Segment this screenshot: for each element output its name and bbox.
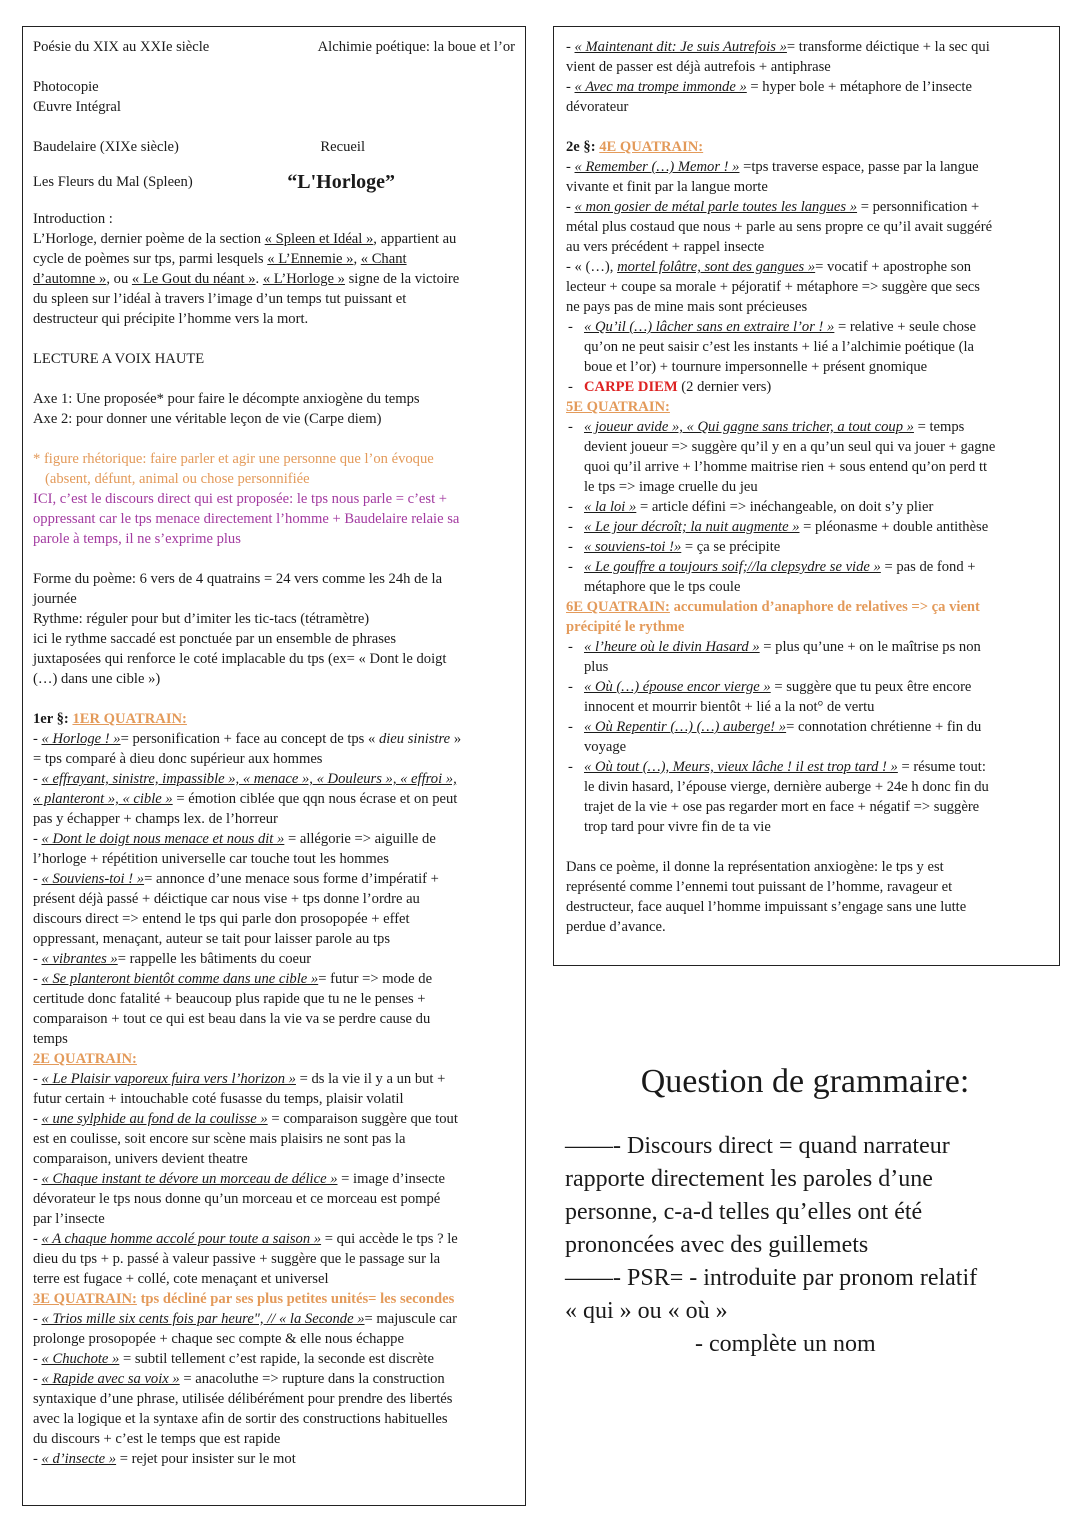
analysis-line: du discours + c’est le temps que est rapide: [33, 1431, 281, 1447]
quatrain-heading: 2E QUATRAIN:: [33, 1051, 137, 1067]
intro-line: du spleen sur l’idéal à travers l’image d’un temps tut puissant et: [33, 291, 407, 307]
grammar-section: [565, 1060, 1045, 1361]
list-item: - « Où Repentir (…) (…) auberge! »= connotation chrétienne + fin du voyage: [566, 717, 1049, 757]
header-row-3: [33, 169, 515, 195]
bullet-list: [566, 637, 1049, 837]
analysis-line: futur certain + intouchable coté fusasse du temps, plaisir volatil: [33, 1091, 404, 1107]
quatrain-6-section: [566, 597, 1049, 837]
intro-label: Introduction :: [33, 211, 113, 227]
analysis-line: « planteront », « cible » = émotion ciblée que qqn nous écrase et on peut: [33, 791, 458, 807]
conclusion-line: perdue d’avance.: [566, 919, 666, 935]
note-line: oppressant car le tps menace directement l’homme + Baudelaire relaie sa: [33, 511, 460, 527]
analysis-line: syntaxique d’une phrase, utilisée délibérément pour prendre des libertés: [33, 1391, 453, 1407]
header-row-1: [33, 37, 515, 57]
analysis-line: lecteur + coupe sa morale + péjoratif + métaphore => suggère que secs: [566, 279, 980, 295]
quatrain-heading: 6E QUATRAIN: accumulation d’anaphore de relatives => ça vient: [566, 599, 980, 615]
grammar-line: ——- Discours direct = quand narrateur: [565, 1133, 950, 1159]
quatrain-1-section: [33, 709, 515, 1049]
note-line: (absent, défunt, animal ou chose personnifiée: [45, 471, 310, 487]
analysis-line: dieu du tps + p. passé à valeur passive + suggère que le passage sur la: [33, 1251, 441, 1267]
quatrain-4-section: [566, 137, 1049, 397]
list-item: - « la loi » = article défini => inéchangeable, on doit s’y plier: [566, 497, 1049, 517]
conclusion: [566, 857, 1049, 937]
conclusion-line: Dans ce poème, il donne la représentation anxiogène: le tps y est: [566, 859, 944, 875]
list-item: - « Qu’il (…) lâcher sans en extraire l’or ! » = relative + seule chose qu’on ne peut saisir c’est les instants + lié a l’alchimie poétique (la boue et l’or) + tournure impersonnelle + présent gnomique: [566, 317, 1049, 377]
list-item: - « Où tout (…), Meurs, vieux lâche ! il est trop tard ! » = résume tout: le divin hasard, l’épouse vierge, dernière auberge + 24e h donc fin du trajet de la vie + ose pas regarder mort en face + négatif => suggère trop tard pour vivre fin de ta vie: [566, 757, 1049, 837]
quatrain-heading: 5E QUATRAIN:: [566, 399, 670, 415]
grammar-line: « qui » ou « où »: [565, 1298, 728, 1324]
analysis-line: prolonge prosopopée + chaque sec compte & elle nous échappe: [33, 1331, 404, 1347]
list-item: - « Le jour décroît; la nuit augmente » = pléonasme + double antithèse: [566, 517, 1049, 537]
axe-1: Axe 1: Une proposée* pour faire le décompte anxiogène du temps: [33, 391, 420, 407]
intro-line: cycle de poèmes sur tps, parmi lesquels « L’Ennemie », « Chant: [33, 251, 407, 267]
axe-2: Axe 2: pour donner une véritable leçon de vie (Carpe diem): [33, 411, 382, 427]
rythme-line: juxtaposées qui renforce le coté implacable du tps (ex= « Dont le doigt: [33, 651, 447, 667]
analysis-line: - « Se planteront bientôt comme dans une cible »= futur => mode de: [33, 971, 433, 987]
analysis-line: vivante et finit par la langue morte: [566, 179, 768, 195]
analysis-line: - « mon gosier de métal parle toutes les langues » = personnification +: [566, 199, 980, 215]
quatrain-heading: 3E QUATRAIN: tps décliné par ses plus petites unités= les secondes: [33, 1291, 455, 1307]
analysis-line: discours direct => entend le tps qui parle don prosopopée + effet: [33, 911, 410, 927]
analysis-line: avec la logique et la syntaxe afin de sortir des constructions habituelles: [33, 1411, 448, 1427]
grammar-line: prononcées avec des guillemets: [565, 1232, 869, 1258]
analysis-line: - « (…), mortel folâtre, sont des gangues »= vocatif + apostrophe son: [566, 259, 972, 275]
analysis-line: - « d’insecte » = rejet pour insister sur le mot: [33, 1451, 296, 1467]
list-item: - « souviens-toi !» = ça se précipite: [566, 537, 1049, 557]
rythme-line: ici le rythme saccadé est ponctuée par un ensemble de phrases: [33, 631, 397, 647]
right-notes-panel: [553, 26, 1060, 966]
rythme-line: Rythme: réguler pour but d’imiter les tic-tacs (tétramètre): [33, 611, 370, 627]
list-item: - CARPE DIEM (2 dernier vers): [566, 377, 1049, 397]
analysis-line: ne pays pas de mine mais sont précieuses: [566, 299, 808, 315]
intro-line: L’Horloge, dernier poème de la section « Spleen et Idéal », appartient au: [33, 231, 457, 247]
note-line: ICI, c’est le discours direct qui est proposée: le tps nous parle = c’est +: [33, 491, 448, 507]
analysis-line: - « Trios mille six cents fois par heure", // « la Seconde »= majuscule car: [33, 1311, 458, 1327]
intro-line: d’automne », ou « Le Gout du néant ». « L’Horloge » signe de la victoire: [33, 271, 460, 287]
analysis-line: métal plus costaud que nous + parle au sens propre ce qu’il avait suggéré: [566, 219, 993, 235]
quatrain-heading-continued: précipité le rythme: [566, 619, 685, 635]
quatrain-5-section: [566, 397, 1049, 597]
header-row-2: [33, 137, 515, 157]
analysis-line: vient de passer est déjà autrefois + antiphrase: [566, 59, 831, 75]
analysis-line: - « Chuchote » = subtil tellement c’est rapide, la seconde est discrète: [33, 1351, 434, 1367]
grammar-line: - complète un nom: [695, 1331, 876, 1357]
quatrain-3-section: [33, 1289, 515, 1469]
left-notes-panel: [22, 26, 526, 1506]
analysis-line: dévorateur: [566, 99, 629, 115]
lecture-label: LECTURE A VOIX HAUTE: [33, 351, 205, 367]
analysis-line: est en coulisse, soit encore sur scène mais plaisirs ne sont pas la: [33, 1131, 406, 1147]
analysis-line: - « A chaque homme accolé pour toute a saison » = qui accède le tps ? le: [33, 1231, 458, 1247]
quatrain-2-section: [33, 1049, 515, 1289]
analysis-line: - « Souviens-toi ! »= annonce d’une menace sous forme d’impératif +: [33, 871, 439, 887]
analysis-line: dévorateur le tps nous donne qu’un morceau et ce morceau est pompé: [33, 1191, 441, 1207]
analysis-line: - « Remember (…) Memor ! » =tps traverse espace, passe par la langue: [566, 159, 979, 175]
bullet-list: [566, 317, 1049, 397]
analysis-line: - « Rapide avec sa voix » = anacoluthe => rupture dans la construction: [33, 1371, 445, 1387]
poem-title: “L'Horloge”: [287, 170, 395, 193]
grammar-title: Question de grammaire:: [640, 1063, 970, 1100]
analysis-line: - « Horloge ! »= personification + face au concept de tps « dieu sinistre »: [33, 731, 462, 747]
list-item: - « l’heure où le divin Hasard » = plus qu’une + on le maîtrise ps non plus: [566, 637, 1049, 677]
conclusion-line: destructeur, face auquel l’homme impuissant s’engage sans une lutte: [566, 899, 967, 915]
book-label: Les Fleurs du Mal (Spleen): [33, 174, 193, 190]
recueil-label: Recueil: [320, 139, 365, 155]
rythme-line: (…) dans une cible »): [33, 671, 161, 687]
analysis-line: - « Chaque instant te dévore un morceau de délice » = image d’insecte: [33, 1171, 446, 1187]
intro-line: destructeur qui précipite l’homme vers la mort.: [33, 311, 309, 327]
note-line: parole à temps, il ne s’exprime plus: [33, 531, 241, 547]
theme-label: Alchimie poétique: la boue et l’or: [317, 39, 515, 55]
list-item: - « Où (…) épouse encor vierge » = suggère que tu peux être encore innocent et mourrir bientôt + lié a la not° de vertu: [566, 677, 1049, 717]
analysis-line: comparaison + tout ce qui est beau dans la vie va se perdre cause du: [33, 1011, 431, 1027]
forme-line: journée: [33, 591, 77, 607]
analysis-line: présent déjà passé + déictique car nous vise + tps donne l’ordre au: [33, 891, 420, 907]
quatrain-heading: 2e §: 4E QUATRAIN:: [566, 139, 704, 155]
conclusion-line: représenté comme l’ennemi tout puissant de l’homme, ravageur et: [566, 879, 953, 895]
forme-line: Forme du poème: 6 vers de 4 quatrains = 24 vers comme les 24h de la: [33, 571, 443, 587]
analysis-line: comparaison, univers devient theatre: [33, 1151, 248, 1167]
analysis-line: temps: [33, 1031, 68, 1047]
course-label: Poésie du XIX au XXIe siècle: [33, 39, 210, 55]
type-label-1: Photocopie: [33, 79, 99, 95]
list-item: - « joueur avide », « Qui gagne sans tricher, a tout coup » = temps devient joueur => suggère qu’il y en a qu’un seul qui va jouer + gagne quoi qu’il arrive + l’homme maitrise rien + sous entend qu’on perd tt le tps => image cruelle du jeu: [566, 417, 1049, 497]
list-item: - « Le gouffre a toujours soif;//la clepsydre se vide » = pas de fond + métaphore que le tps coule: [566, 557, 1049, 597]
analysis-line: - « Le Plaisir vaporeux fuira vers l’horizon » = ds la vie il y a un but +: [33, 1071, 446, 1087]
analysis-line: - « Dont le doigt nous menace et nous dit » = allégorie => aiguille de: [33, 831, 436, 847]
quatrain-heading: 1er §: 1ER QUATRAIN:: [33, 711, 187, 727]
author-label: Baudelaire (XIXe siècle): [33, 139, 179, 155]
grammar-line: rapporte directement les paroles d’une: [565, 1166, 933, 1192]
analysis-line: l’horloge + répétition universelle car touche tout les hommes: [33, 851, 389, 867]
analysis-line: - « Maintenant dit: Je suis Autrefois »= transforme déictique + la sec qui: [566, 39, 990, 55]
introduction: [33, 209, 515, 329]
analysis-line: pas y échapper + champs lex. de l’horreur: [33, 811, 278, 827]
analysis-line: - « une sylphide au fond de la coulisse » = comparaison suggère que tout: [33, 1111, 458, 1127]
analysis-line: terre est fugace + collé, cote menaçant et universel: [33, 1271, 329, 1287]
analysis-line: au vers précédent + rappel insecte: [566, 239, 765, 255]
analysis-line: oppressant, menaçant, auteur se tait pour laisser parole au tps: [33, 931, 391, 947]
analysis-line: - « vibrantes »= rappelle les bâtiments du coeur: [33, 951, 312, 967]
bullet-list: [566, 417, 1049, 597]
note-line: * figure rhétorique: faire parler et agir une personne que l’on évoque: [33, 451, 434, 467]
analysis-line: par l’insecte: [33, 1211, 105, 1227]
analysis-line: - « Avec ma trompe immonde » = hyper bole + métaphore de l’insecte: [566, 79, 972, 95]
grammar-line: ——- PSR= - introduite par pronom relatif: [565, 1265, 978, 1291]
analysis-line: = tps comparé à dieu donc supérieur aux hommes: [33, 751, 323, 767]
analysis-line: certitude donc fatalité + beaucoup plus rapide que tu ne le penses +: [33, 991, 426, 1007]
type-label-2: Œuvre Intégral: [33, 99, 121, 115]
analysis-line: - « effrayant, sinistre, impassible », « menace », « Douleurs », « effroi »,: [33, 771, 457, 787]
grammar-line: personne, c-a-d telles qu’elles ont été: [565, 1199, 923, 1225]
